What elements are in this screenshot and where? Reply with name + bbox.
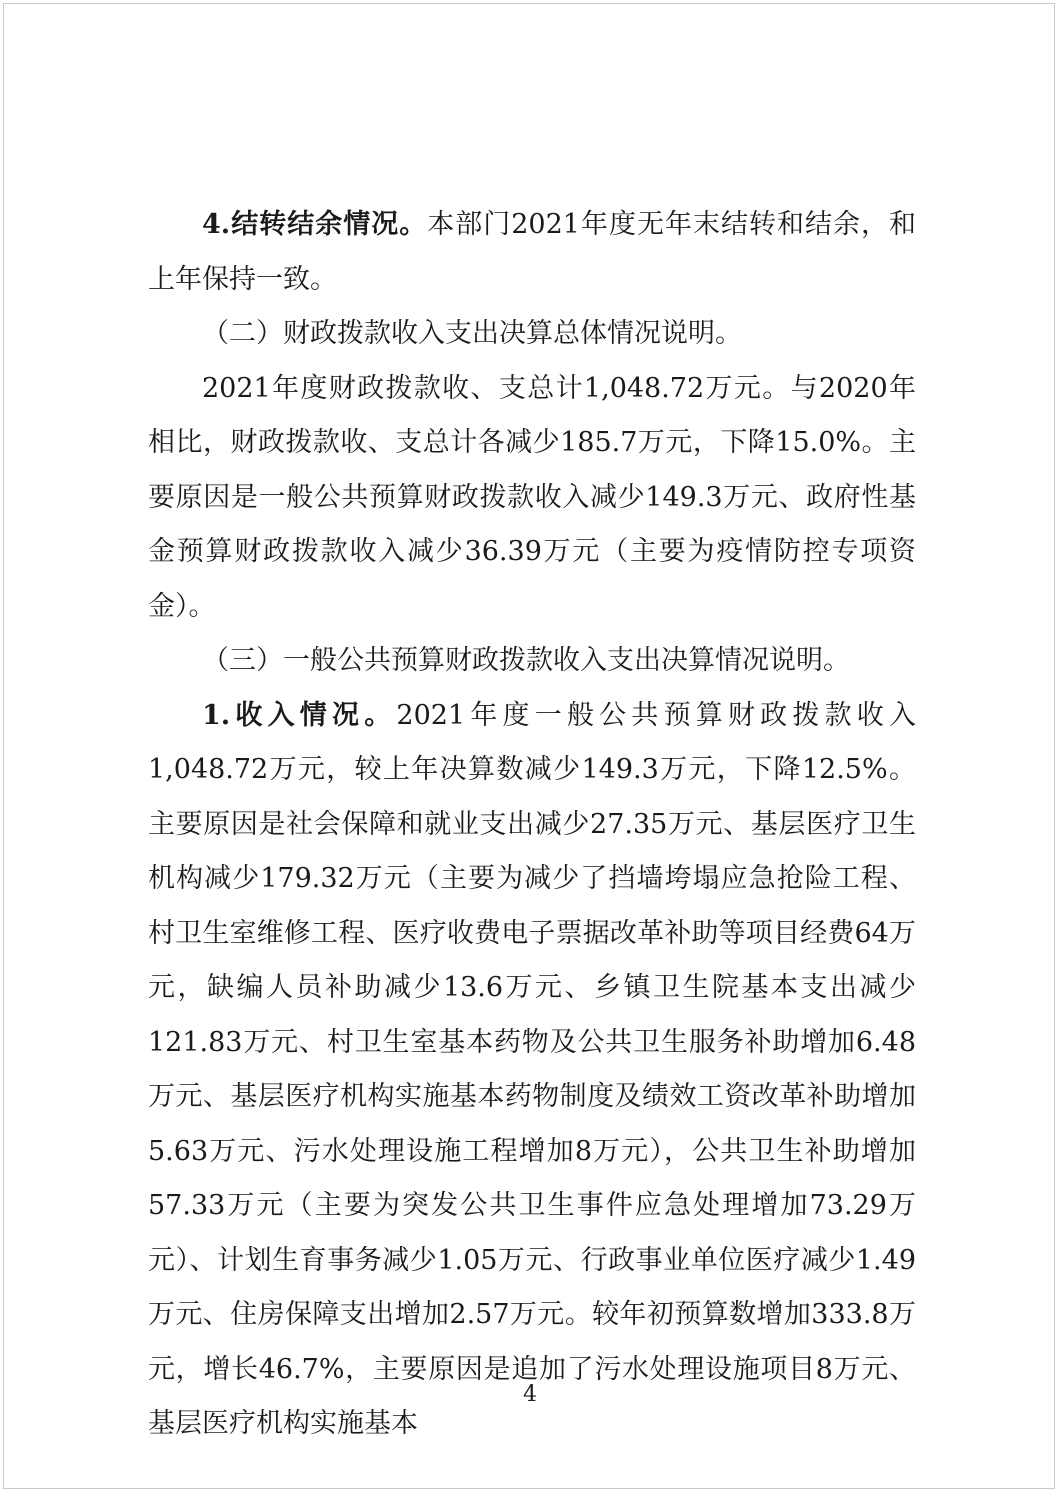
paragraph-fiscal-overview (148, 362, 916, 635)
document-body (148, 198, 916, 1452)
paragraph-text: 2021年度财政拨款收、支总计1,048.72万元。与2020年相比，财政拨款收、支总计各减少185.7万元，下降15.0%。主要原因是一般公共预算财政拨款收入减少149.3万元、政府性基金预算财政拨款收入减少36.39万元（主要为疫情防控专项资金）。 (148, 372, 916, 622)
paragraph-section-three-heading (148, 634, 916, 689)
section-heading-carryover: 4.结转结余情况。 (202, 209, 428, 240)
paragraph-text: 2021年度一般公共预算财政拨款收入1,048.72万元，较上年决算数减少149.3万元，下降12.5%。主要原因是社会保障和就业支出减少27.35万元、基层医疗卫生机构减少179.32万元（主要为减少了挡墙垮塌应急抢险工程、村卫生室维修工程、医疗收费电子票据改革补助等项目经费64万元，缺编人员补助减少13.6万元、乡镇卫生院基本支出减少121.83万元、村卫生室基本药物及公共卫生服务补助增加6.48万元、基层医疗机构实施基本药物制度及绩效工资改革补助增加5.63万元、污水处理设施工程增加8万元），公共卫生补助增加57.33万元（主要为突发公共卫生事件应急处理增加73.29万元）、计划生育事务减少1.05万元、行政事业单位医疗减少1.49万元、住房保障支出增加2.57万元。较年初预算数增加333.8万元，增长46.7%，主要原因是追加了污水处理设施项目8万元、基层医疗机构实施基本 (148, 699, 916, 1439)
section-heading-fiscal-overview: （二）财政拨款收入支出决算总体情况说明。 (202, 318, 742, 349)
paragraph-carryover (148, 198, 916, 307)
paragraph-text: 本部门2021年度无年末结转和结余，和上年保持一致。 (148, 209, 917, 295)
paragraph-income (148, 689, 916, 1452)
page-number: 4 (523, 1382, 537, 1407)
paragraph-section-two-heading (148, 307, 916, 362)
section-heading-income: 1.收入情况。 (202, 699, 397, 731)
section-heading-general-budget: （三）一般公共预算财政拨款收入支出决算情况说明。 (202, 645, 850, 676)
